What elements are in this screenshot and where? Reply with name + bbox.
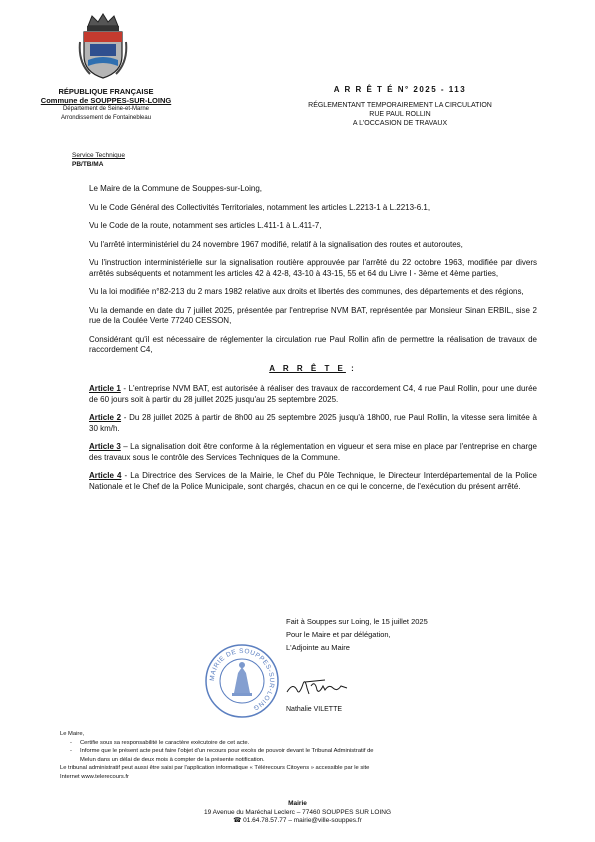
article-1-label: Article 1 bbox=[89, 384, 121, 393]
decree-body bbox=[89, 184, 537, 500]
signature-block bbox=[286, 615, 428, 654]
decree-subject-line-1: RÉGLEMENTANT TEMPORAIREMENT LA CIRCULATION bbox=[308, 102, 492, 109]
coat-of-arms-logo bbox=[78, 12, 128, 82]
footer-title: Mairie bbox=[288, 800, 307, 807]
article-2-label: Article 2 bbox=[89, 413, 122, 422]
note-telerecours: Le tribunal administratif peut aussi être saisi par l'application informatique « Télérecours Citoyens » accessible par le site bbox=[60, 765, 370, 771]
handwritten-signature bbox=[285, 676, 355, 698]
article-4-text: - La Directrice des Services de la Mairie, le Chef du Pôle Technique, le Directeur Interdépartemental de la Police Nationale et le Chef de la Police Municipale, sont chargés, chacun en ce qui le concerne, de l'exécution du présent arrêté. bbox=[89, 471, 538, 491]
article-3-label: Article 3 bbox=[89, 442, 121, 451]
article-1-text: - L'entreprise NVM BAT, est autorisée à réaliser des travaux de raccordement C4, 4 rue Paul Rollin, pour une durée de 60 jours soit à partir du 28 juillet 2025 jusqu'au 25 septembre 2025. bbox=[89, 384, 537, 404]
commune-label: Commune de SOUPPES-SUR-LOING bbox=[40, 96, 172, 105]
preamble-instruction: Vu l'instruction interministérielle sur la signalisation routière approuvée par l'arrêté du 22 octobre 1963, modifiée par divers arrêtés subséquents et notamment les articles 42 à 42-8, 43-10 à 43-15, 55 et 64 du Livre I - 3ème et 4ème parties, bbox=[89, 258, 537, 278]
footer-address-line: 19 Avenue du Maréchal Leclerc – 77460 SOUPPES SUR LOING bbox=[203, 808, 392, 816]
signer-role: L'Adjointe au Maire bbox=[286, 643, 350, 652]
footer-address bbox=[120, 800, 475, 826]
note-item-certify: - Certifie sous sa responsabilité le caractère exécutoire de cet acte. bbox=[70, 739, 540, 748]
delegation-line: Pour le Maire et par délégation, bbox=[286, 630, 391, 639]
preamble-demande: Vu la demande en date du 7 juillet 2025, présentée par l'entreprise NVM BAT, représentée par Monsieur Sinan ERBIL, sise 2 rue de la Coulée Verte 77240 CESSON, bbox=[89, 305, 537, 325]
decree-subject-line-3: A L'OCCASION DE TRAVAUX bbox=[352, 120, 448, 127]
preamble-cgct: Vu le Code Général des Collectivités Territoriales, notamment les articles L.2213-1 à L.2213-6.1, bbox=[89, 202, 431, 212]
stamp-text: MAIRIE DE SOUPPES-SUR-LOING bbox=[208, 647, 276, 712]
article-4 bbox=[89, 471, 537, 492]
preamble-loi-1982: Vu la loi modifiée n°82-213 du 2 mars 1982 relative aux droits et libertés des communes, des départements et des régions, bbox=[89, 287, 524, 296]
place-date: Fait à Souppes sur Loing, le 15 juillet 2025 bbox=[286, 617, 428, 626]
arrondissement-label: Arrondissement de Fontainebleau bbox=[60, 115, 152, 121]
article-3 bbox=[89, 442, 537, 463]
official-stamp bbox=[204, 643, 280, 719]
legal-notes bbox=[60, 730, 540, 781]
preamble-considerant: Considérant qu'il est nécessaire de réglementer la circulation rue Paul Rollin afin de permettre la réalisation de travaux de raccordement C4, bbox=[89, 334, 537, 354]
arrete-heading: A R R Ê T E : bbox=[269, 363, 357, 373]
article-4-label: Article 4 bbox=[89, 471, 122, 480]
department-label: Département de Seine-et-Marne bbox=[62, 106, 150, 112]
signer-name: Nathalie VILETTE bbox=[286, 706, 343, 713]
article-1 bbox=[89, 384, 537, 405]
footer-contact-line: ☎ 01.64.78.57.77 – mairie@ville-souppes.fr bbox=[233, 817, 362, 824]
administrative-header bbox=[6, 87, 206, 123]
article-2 bbox=[89, 413, 537, 434]
service-label: Service Technique bbox=[72, 152, 125, 159]
article-3-text: – La signalisation doit être conforme à la réglementation en vigueur et sera mise en place par l'entreprise en charge des travaux sous le contrôle des Services Techniques de la Commune. bbox=[89, 442, 537, 462]
service-block bbox=[72, 151, 125, 169]
reference-label: PB/TB/MA bbox=[72, 161, 104, 168]
note-item-appeal: - Informe que le présent acte peut faire l'objet d'un recours pour excès de pouvoir devant le Tribunal Administratif de bbox=[70, 747, 540, 756]
preamble-code-route: Vu le Code de la route, notamment ses articles L.411-1 à L.411-7, bbox=[89, 221, 322, 230]
article-2-text: - Du 28 juillet 2025 à partir de 8h00 au 25 septembre 2025 jusqu'à 18h00, rue Paul Rollin, la vitesse sera limitée à 30 km/h. bbox=[89, 413, 538, 433]
notes-list bbox=[60, 739, 540, 756]
preamble-mayor: Le Maire de la Commune de Souppes-sur-Loing, bbox=[89, 184, 262, 193]
decree-title-block bbox=[275, 85, 525, 128]
notes-intro: Le Maire, bbox=[60, 731, 85, 737]
preamble-arrete-1967: Vu l'arrêté interministériel du 24 novembre 1967 modifié, relatif à la signalisation des routes et autoroutes, bbox=[89, 239, 463, 249]
decree-number: A R R Ê T É N° 2025 - 113 bbox=[333, 85, 467, 94]
note-continuation: Melun dans un délai de deux mois à compter de la présente notification. bbox=[80, 756, 265, 763]
note-website: Internet www.telerecours.fr bbox=[60, 773, 129, 780]
decree-subject-line-2: RUE PAUL ROLLIN bbox=[369, 111, 431, 118]
republic-label: RÉPUBLIQUE FRANÇAISE bbox=[58, 87, 154, 96]
